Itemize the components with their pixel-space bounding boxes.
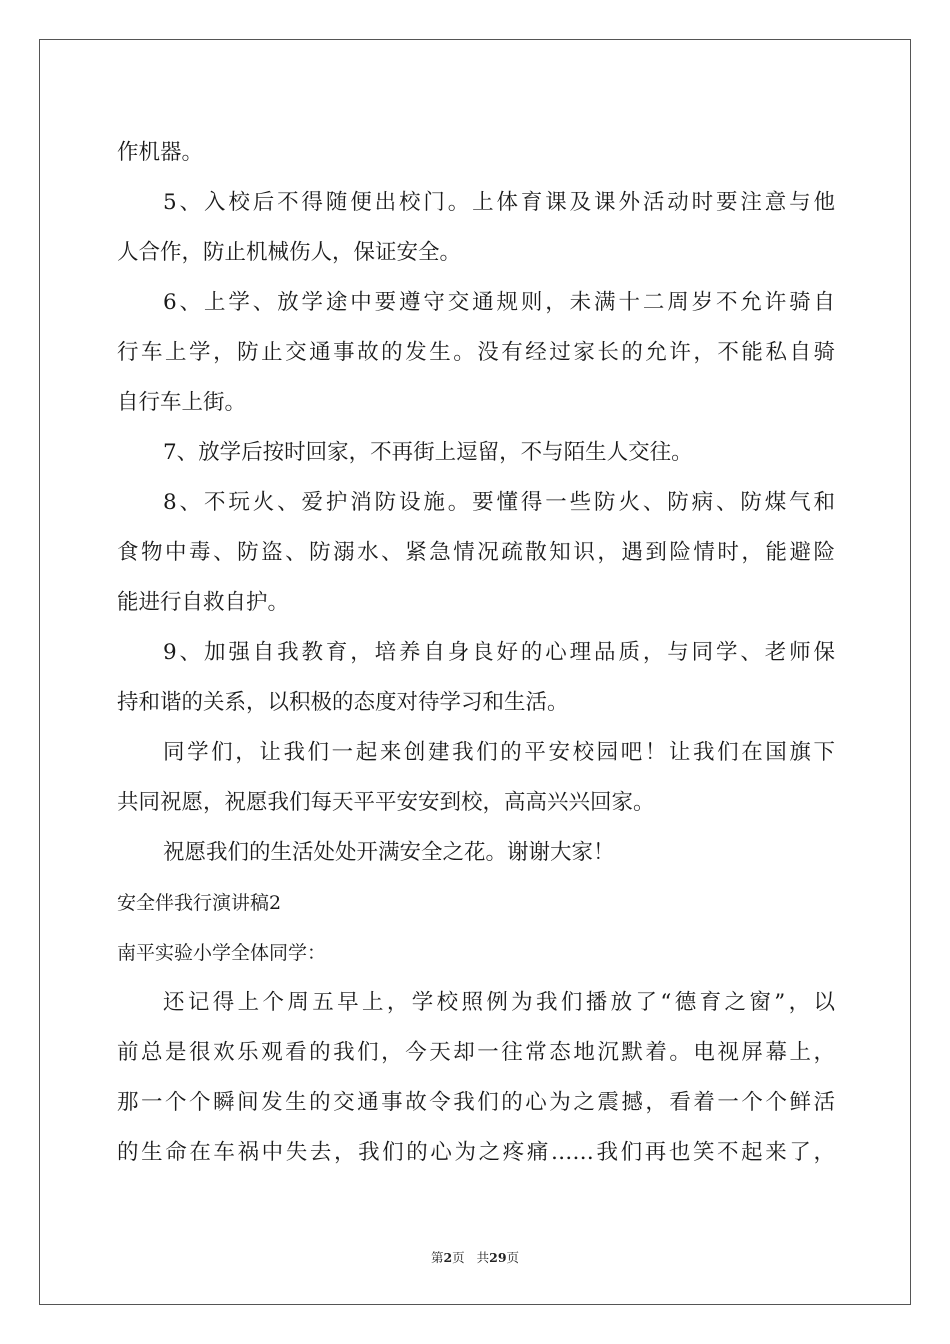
paragraph-line: 行车上学，防止交通事故的发生。没有经过家长的允许，不能私自骑 [117,340,835,365]
paragraph-line: 食物中毒、防盗、防溺水、紧急情况疏散知识，遇到险情时，能避险 [117,540,835,565]
page-label-suffix: 页 [452,1250,465,1265]
paragraph-line: 共同祝愿，祝愿我们每天平平安安到校，高高兴兴回家。 [117,790,655,815]
paragraph-line: 前总是很欢乐观看的我们，今天却一往常态地沉默着。电视屏幕上， [117,1040,835,1065]
salutation: 南平实验小学全体同学： [117,942,327,964]
paragraph-line: 持和谐的关系，以积极的态度对待学习和生活。 [117,690,569,715]
paragraph-line: 8、不玩火、爱护消防设施。要懂得一些防火、防病、防煤气和 [163,490,835,515]
paragraph-line: 人合作，防止机械伤人，保证安全。 [117,240,462,265]
paragraph-line: 5、入校后不得随便出校门。上体育课及课外活动时要注意与他 [163,190,835,215]
paragraph-line: 自行车上街。 [117,390,247,415]
page-number: 2 [443,1250,453,1265]
paragraph-line: 还记得上个周五早上，学校照例为我们播放了“德育之窗”，以 [163,990,835,1015]
paragraph-line: 6、上学、放学途中要遵守交通规则，未满十二周岁不允许骑自 [163,290,835,315]
page-label-prefix: 第 [430,1250,444,1265]
page-footer [0,1248,950,1266]
paragraph-line: 那一个个瞬间发生的交通事故令我们的心为之震撼，看着一个个鲜活 [117,1090,835,1115]
total-label-suffix: 页 [506,1250,520,1265]
total-label-prefix: 共 [476,1250,490,1265]
paragraph-line: 同学们，让我们一起来创建我们的平安校园吧！让我们在国旗下 [163,740,835,765]
section-title: 安全伴我行演讲稿2 [117,892,282,914]
paragraph-line: 能进行自救自护。 [117,590,290,615]
paragraph-line: 的生命在车祸中失去，我们的心为之疼痛……我们再也笑不起来了， [117,1140,835,1165]
paragraph-line: 祝愿我们的生活处处开满安全之花。谢谢大家！ [163,840,615,865]
document-body [117,128,835,1178]
paragraph-line: 作机器。 [117,140,204,165]
paragraph-line: 9、加强自我教育，培养自身良好的心理品质，与同学、老师保 [163,640,835,665]
paragraph-line: 7、放学后按时回家，不再街上逗留，不与陌生人交往。 [163,440,693,465]
total-pages: 29 [489,1250,507,1265]
